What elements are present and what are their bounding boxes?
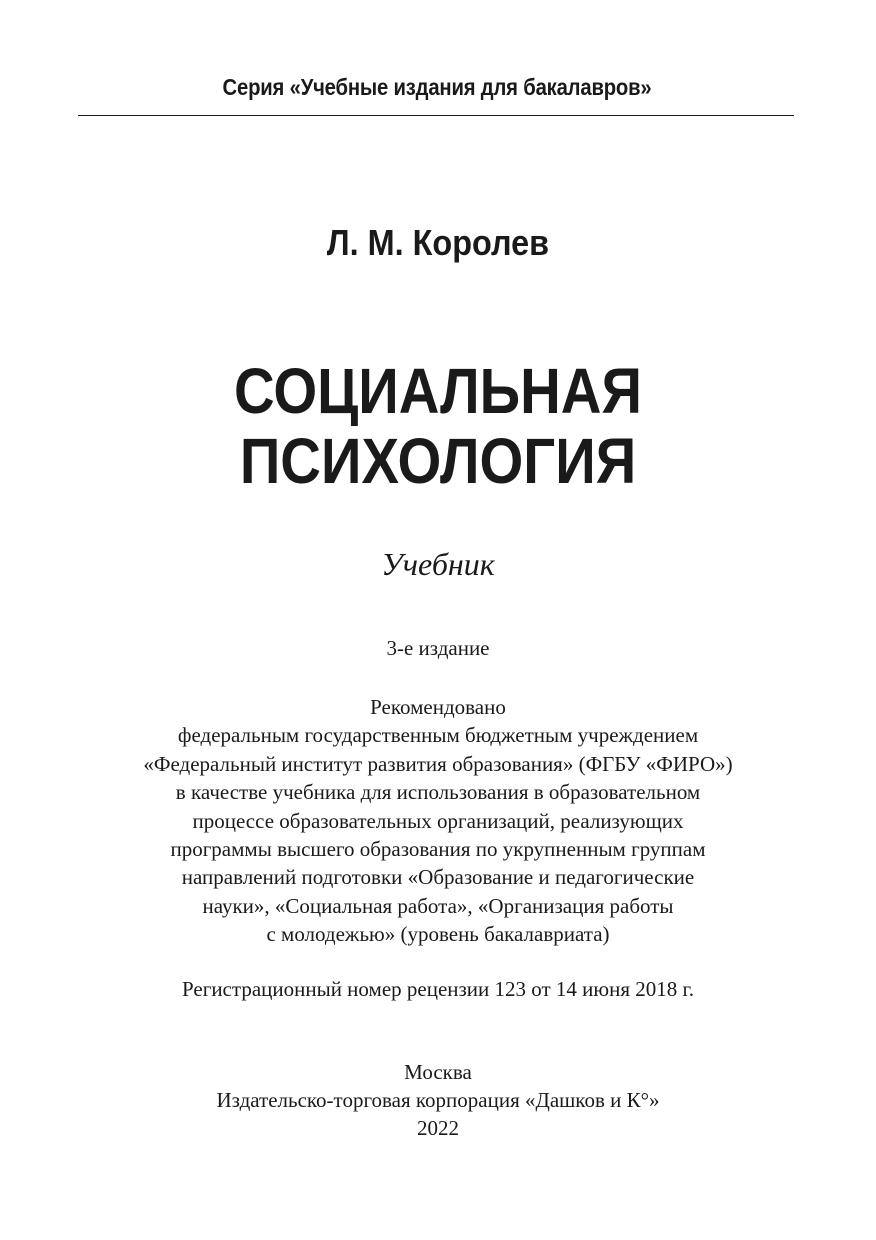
- imprint-publisher: Издательско-торговая корпорация «Дашков и К°»: [216, 1088, 660, 1112]
- imprint-city: Москва: [404, 1060, 472, 1084]
- recommendation-line: с молодежью» (уровень бакалавриата): [266, 922, 610, 947]
- imprint-block: [0, 1058, 876, 1142]
- series-heading: Серия «Учебные издания для бакалавров»: [222, 74, 652, 100]
- recommendation-line: Рекомендовано: [370, 695, 506, 719]
- recommendation-line: процессе образовательных организаций, реализующих: [192, 808, 684, 833]
- author-name: Л. М. Королев: [326, 222, 550, 263]
- edition-label: 3-е издание: [386, 636, 490, 660]
- book-title: [53, 356, 824, 496]
- book-title-line-2: ПСИХОЛОГИЯ: [239, 425, 637, 497]
- registration-number: Регистрационный номер рецензии 123 от 14 июня 2018 г.: [181, 977, 694, 1001]
- recommendation-line: «Федеральный институт развития образования» (ФГБУ «ФИРО»): [143, 751, 733, 776]
- book-title-line-1: СОЦИАЛЬНАЯ: [234, 355, 642, 427]
- recommendation-line: науки», «Социальная работа», «Организация работы: [202, 893, 674, 918]
- recommendation-block: [0, 693, 876, 949]
- book-subtitle: Учебник: [381, 546, 495, 582]
- header-divider: [78, 115, 794, 116]
- recommendation-line: программы высшего образования по укрупненным группам: [170, 837, 706, 862]
- recommendation-line: федеральным государственным бюджетным учреждением: [177, 723, 699, 748]
- imprint-year: 2022: [417, 1116, 459, 1140]
- recommendation-line: в качестве учебника для использования в образовательном: [175, 780, 701, 805]
- recommendation-line: направлений подготовки «Образование и педагогические: [181, 865, 695, 890]
